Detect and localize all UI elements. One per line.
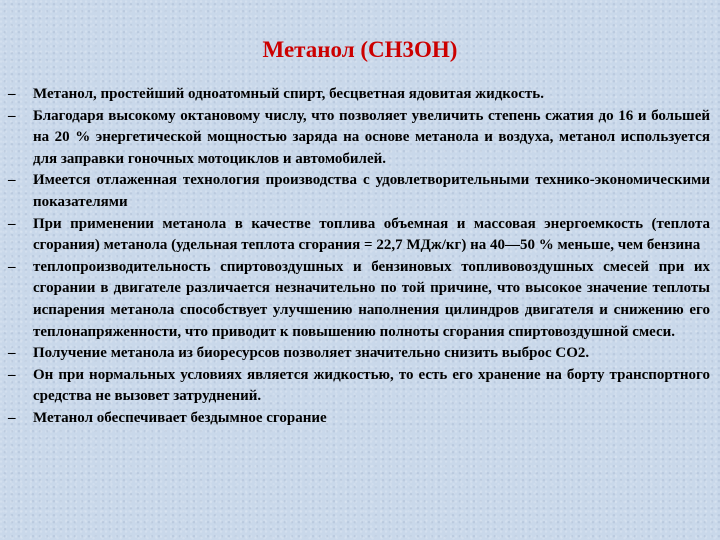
bullet-item [0, 106, 720, 171]
bullet-text: теплопроизводительность спиртовоздушных и бензиновых топливовоздушных смесей при их сгорании в двигателе различается незначительно по той причине, что высокое значение теплоты испарения метанола способствует улучшению наполнения цилиндров двигателя и снижению его теплонапряженности, что приводит к повышению полноты сгорания спиртовоздушной смеси. [33, 258, 710, 340]
bullet-text: Благодаря высокому октановому числу, что позволяет увеличить степень сжатия до 16 и большей на 20 % энергетической мощностью заряда на основе метанола и воздуха, метанол используется для заправки гоночных мотоциклов и автомобилей. [33, 107, 710, 167]
bullet-item [0, 214, 720, 257]
bullet-marker: – [8, 258, 16, 275]
bullet-item [0, 365, 720, 408]
bullet-item [0, 84, 720, 106]
bullet-item [0, 408, 720, 430]
bullet-text: Он при нормальных условиях является жидкостью, то есть его хранение на борту транспортного средства не вызовет затруднений. [33, 366, 710, 405]
bullet-list [0, 84, 720, 430]
bullet-item [0, 257, 720, 343]
slide-title: Метанол (СН3ОН) [262, 37, 458, 62]
bullet-marker: – [8, 86, 16, 102]
bullet-item [0, 343, 720, 365]
bullet-marker: – [8, 345, 16, 362]
bullet-marker: – [8, 172, 16, 189]
bullet-text: Имеется отлаженная технология производства с удовлетворительными технико-экономическими показателями [33, 172, 710, 210]
bullet-text: При применении метанола в качестве топлива объемная и массовая энергоемкость (теплота сгорания) метанола (удельная теплота сгорания = 22,7 МДж/кг) на 40—50 % меньше, чем бензина [33, 215, 710, 254]
bullet-text: Метанол обеспечивает бездымное сгорание [33, 409, 327, 426]
bullet-marker: – [8, 409, 16, 426]
bullet-text: Метанол, простейший одноатомный спирт, бесцветная ядовитая жидкость. [33, 86, 544, 102]
bullet-marker: – [8, 107, 16, 124]
bullet-text: Получение метанола из биоресурсов позволяет значительно снизить выброс СО2. [33, 345, 590, 362]
bullet-item [0, 170, 720, 213]
bullet-marker: – [8, 215, 16, 232]
bullet-marker: – [8, 366, 16, 383]
